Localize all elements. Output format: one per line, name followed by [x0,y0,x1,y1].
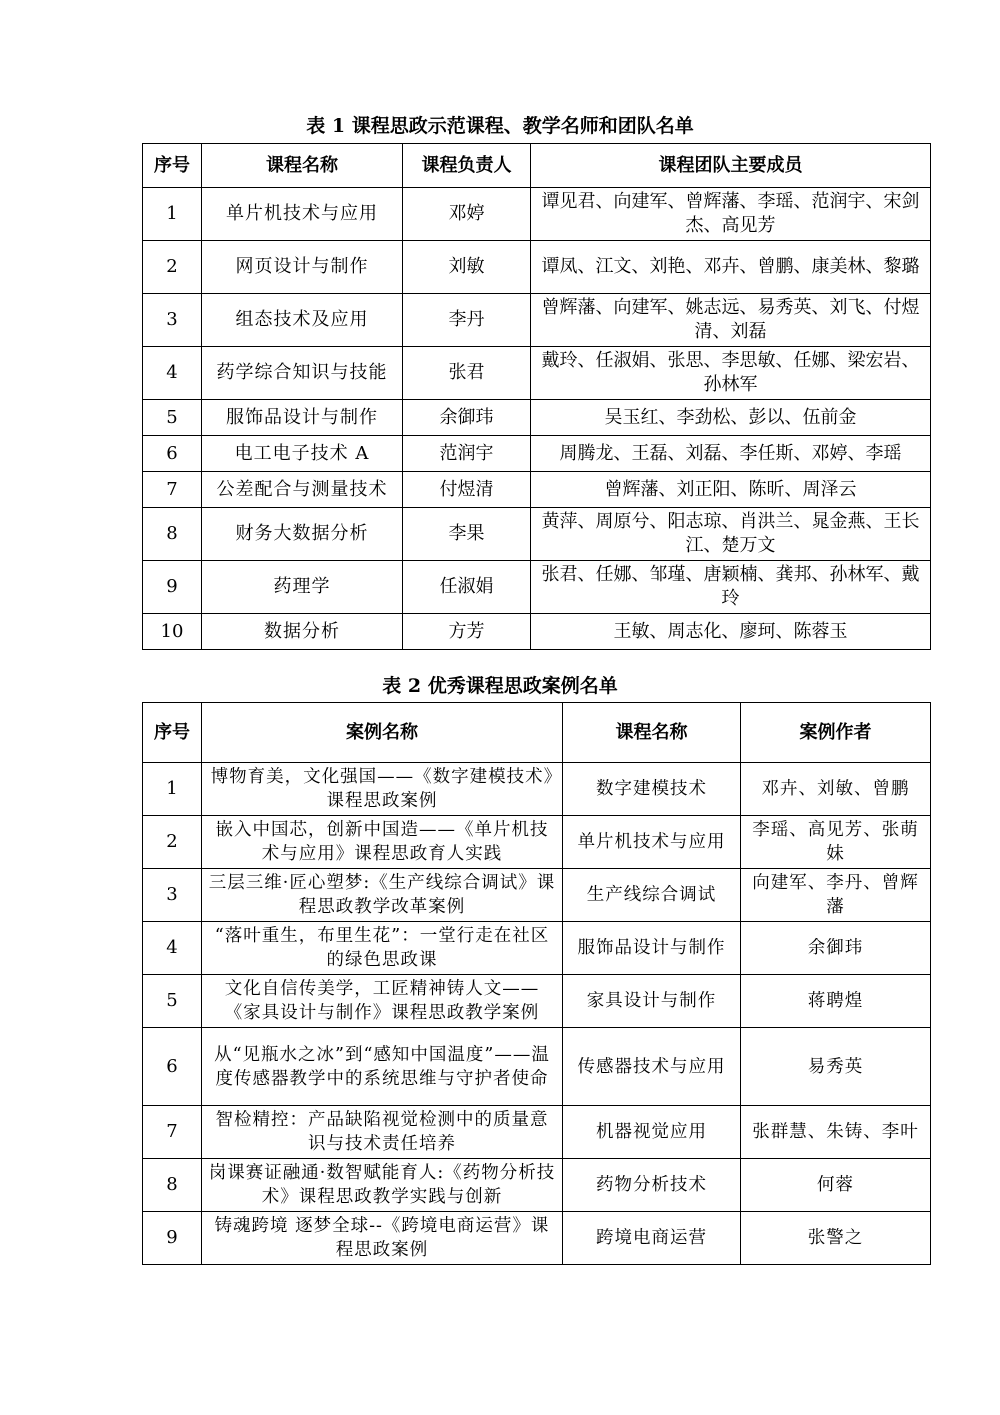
row-course: 组态技术及应用 [202,294,403,347]
table-row [143,561,931,614]
row-leader: 刘敏 [403,241,531,294]
table-header-row [143,144,931,188]
row-no: 7 [143,472,202,508]
table-row [143,472,931,508]
case-table [142,702,931,1265]
row-authors: 蒋聘煌 [741,975,931,1028]
row-case: 文化自信传美学，工匠精神铸人文——《家具设计与制作》课程思政教学案例 [202,975,563,1028]
demo-course-table [142,143,931,650]
table-row [143,816,931,869]
table-row [143,1159,931,1212]
row-no: 3 [143,869,202,922]
row-course: 服饰品设计与制作 [563,922,741,975]
table-row [143,508,931,561]
table-row [143,614,931,650]
row-course: 家具设计与制作 [563,975,741,1028]
row-members: 周腾龙、王磊、刘磊、李任斯、邓婷、李瑶 [531,436,931,472]
row-leader: 李丹 [403,294,531,347]
header-members: 课程团队主要成员 [531,144,931,188]
row-no: 3 [143,294,202,347]
table-row [143,763,931,816]
row-no: 9 [143,561,202,614]
row-no: 2 [143,241,202,294]
row-authors: 张警之 [741,1212,931,1265]
row-case: 三层三维·匠心塑梦:《生产线综合调试》课程思政教学改革案例 [202,869,563,922]
row-course: 药理学 [202,561,403,614]
row-authors: 邓卉、刘敏、曾鹏 [741,763,931,816]
table-row [143,869,931,922]
row-members: 曾辉藩、向建军、姚志远、易秀英、刘飞、付煜清、刘磊 [531,294,931,347]
row-leader: 范润宇 [403,436,531,472]
header-case: 案例名称 [202,703,563,763]
row-course: 财务大数据分析 [202,508,403,561]
row-case: 岗课赛证融通·数智赋能育人:《药物分析技术》课程思政教学实践与创新 [202,1159,563,1212]
row-members: 王敏、周志化、廖珂、陈蓉玉 [531,614,931,650]
row-course: 公差配合与测量技术 [202,472,403,508]
row-authors: 张群慧、朱铸、李叶 [741,1106,931,1159]
row-no: 1 [143,188,202,241]
row-leader: 邓婷 [403,188,531,241]
row-course: 生产线综合调试 [563,869,741,922]
row-no: 7 [143,1106,202,1159]
row-case: 博物育美，文化强国——《数字建模技术》课程思政案例 [202,763,563,816]
row-members: 谭凤、江文、刘艳、邓卉、曾鹏、康美林、黎璐 [531,241,931,294]
row-course: 药学综合知识与技能 [202,347,403,400]
table-row [143,1106,931,1159]
table-row [143,1212,931,1265]
row-leader: 任淑娟 [403,561,531,614]
row-leader: 付煜清 [403,472,531,508]
row-no: 8 [143,1159,202,1212]
row-no: 2 [143,816,202,869]
row-leader: 张君 [403,347,531,400]
row-course: 网页设计与制作 [202,241,403,294]
row-no: 5 [143,975,202,1028]
header-no: 序号 [143,703,202,763]
row-authors: 余御玮 [741,922,931,975]
row-no: 8 [143,508,202,561]
row-case: 铸魂跨境 逐梦全球--《跨境电商运营》课程思政案例 [202,1212,563,1265]
header-no: 序号 [143,144,202,188]
row-members: 吴玉红、李劲松、彭以、伍前金 [531,400,931,436]
row-course: 跨境电商运营 [563,1212,741,1265]
row-authors: 李瑶、高见芳、张萌妹 [741,816,931,869]
row-course: 单片机技术与应用 [563,816,741,869]
table-row [143,1028,931,1106]
row-authors: 向建军、李丹、曾辉藩 [741,869,931,922]
table-row [143,241,931,294]
row-course: 传感器技术与应用 [563,1028,741,1106]
row-leader: 李果 [403,508,531,561]
row-leader: 方芳 [403,614,531,650]
header-leader: 课程负责人 [403,144,531,188]
row-no: 6 [143,1028,202,1106]
row-leader: 余御玮 [403,400,531,436]
row-members: 谭见君、向建军、曾辉藩、李瑶、范润宇、宋剑杰、高见芳 [531,188,931,241]
table2-caption: 表 2 优秀课程思政案例名单 [382,675,618,697]
row-no: 6 [143,436,202,472]
row-course: 服饰品设计与制作 [202,400,403,436]
row-authors: 易秀英 [741,1028,931,1106]
table-header-row [143,703,931,763]
row-case: 嵌入中国芯，创新中国造——《单片机技术与应用》课程思政育人实践 [202,816,563,869]
row-course: 电工电子技术 A [202,436,403,472]
row-members: 曾辉藩、刘正阳、陈昕、周泽云 [531,472,931,508]
table-row [143,975,931,1028]
row-course: 药物分析技术 [563,1159,741,1212]
table-row [143,294,931,347]
table-row [143,436,931,472]
row-no: 10 [143,614,202,650]
row-course: 数据分析 [202,614,403,650]
row-course: 机器视觉应用 [563,1106,741,1159]
row-members: 戴玲、任淑娟、张思、李思敏、任娜、梁宏岩、孙林军 [531,347,931,400]
row-course: 数字建模技术 [563,763,741,816]
row-members: 张君、任娜、邹瑾、唐颖楠、龚邦、孙林军、戴玲 [531,561,931,614]
table-row [143,347,931,400]
row-members: 黄萍、周原兮、阳志琼、肖洪兰、晁金燕、王长江、楚万文 [531,508,931,561]
row-no: 9 [143,1212,202,1265]
row-authors: 何蓉 [741,1159,931,1212]
row-no: 1 [143,763,202,816]
header-authors: 案例作者 [741,703,931,763]
table1-caption: 表 1 课程思政示范课程、教学名师和团队名单 [306,115,694,137]
row-case: 智检精控：产品缺陷视觉检测中的质量意识与技术责任培养 [202,1106,563,1159]
table-row [143,400,931,436]
row-no: 5 [143,400,202,436]
row-no: 4 [143,347,202,400]
row-no: 4 [143,922,202,975]
header-course: 课程名称 [202,144,403,188]
table-row [143,188,931,241]
row-course: 单片机技术与应用 [202,188,403,241]
row-case: 从“见瓶水之冰”到“感知中国温度”——温度传感器教学中的系统思维与守护者使命 [202,1028,563,1106]
row-case: “落叶重生，布里生花”：一堂行走在社区的绿色思政课 [202,922,563,975]
table-row [143,922,931,975]
header-course: 课程名称 [563,703,741,763]
